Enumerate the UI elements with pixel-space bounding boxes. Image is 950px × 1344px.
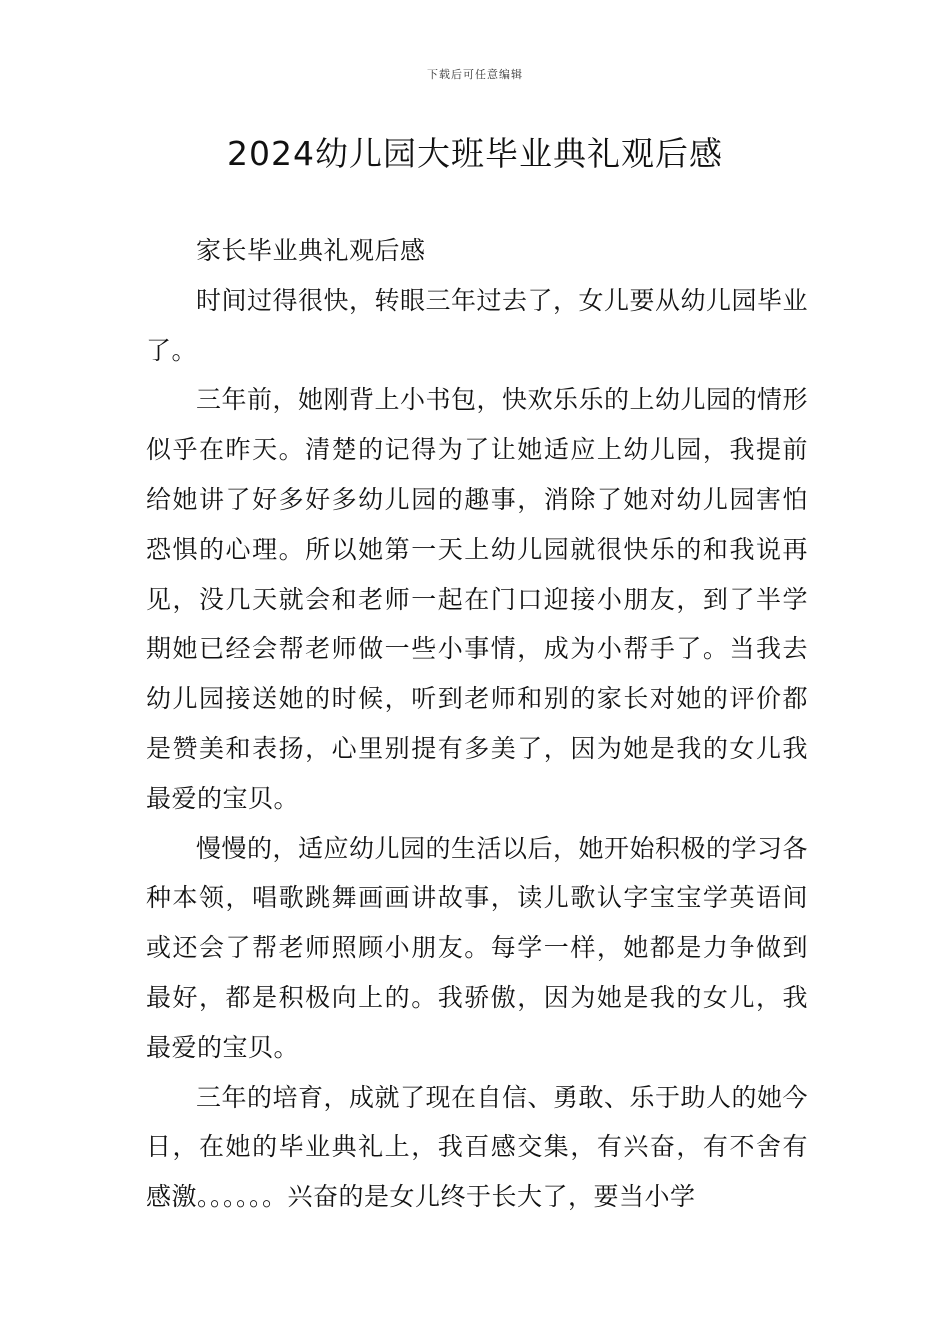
paragraph-4: 三年的培育，成就了现在自信、勇敢、乐于助人的她今日，在她的毕业典礼上，我百感交集，有兴奋，有不舍有感激。。。。。。兴奋的是女儿终于长大了，要当小学 [146, 1082, 809, 1212]
paragraph-1: 时间过得很快，转眼三年过去了，女儿要从幼儿园毕业了。 [146, 285, 809, 365]
header-note: 下载后可任意编辑 [427, 68, 523, 81]
document-body [146, 226, 808, 1222]
document-title: 2024幼儿园大班毕业典礼观后感 [227, 134, 723, 173]
paragraph-2: 三年前，她刚背上小书包，快欢乐乐的上幼儿园的情形似乎在昨天。清楚的记得为了让她适应上幼儿园，我提前给她讲了好多好多幼儿园的趣事，消除了她对幼儿园害怕恐惧的心理。所以她第一天上幼儿园就很快乐的和我说再见，没几天就会和老师一起在门口迎接小朋友，到了半学期她已经会帮老师做一些小事情，成为小帮手了。当我去幼儿园接送她的时候，听到老师和别的家长对她的评价都是赞美和表扬，心里别提有多美了，因为她是我的女儿我最爱的宝贝。 [146, 385, 809, 813]
paragraph-3: 慢慢的，适应幼儿园的生活以后，她开始积极的学习各种本领，唱歌跳舞画画讲故事，读儿歌认字宝宝学英语间或还会了帮老师照顾小朋友。每学一样，她都是力争做到最好，都是积极向上的。我骄傲，因为她是我的女儿，我最爱的宝贝。 [146, 833, 809, 1062]
subheading: 家长毕业典礼观后感 [196, 236, 426, 265]
